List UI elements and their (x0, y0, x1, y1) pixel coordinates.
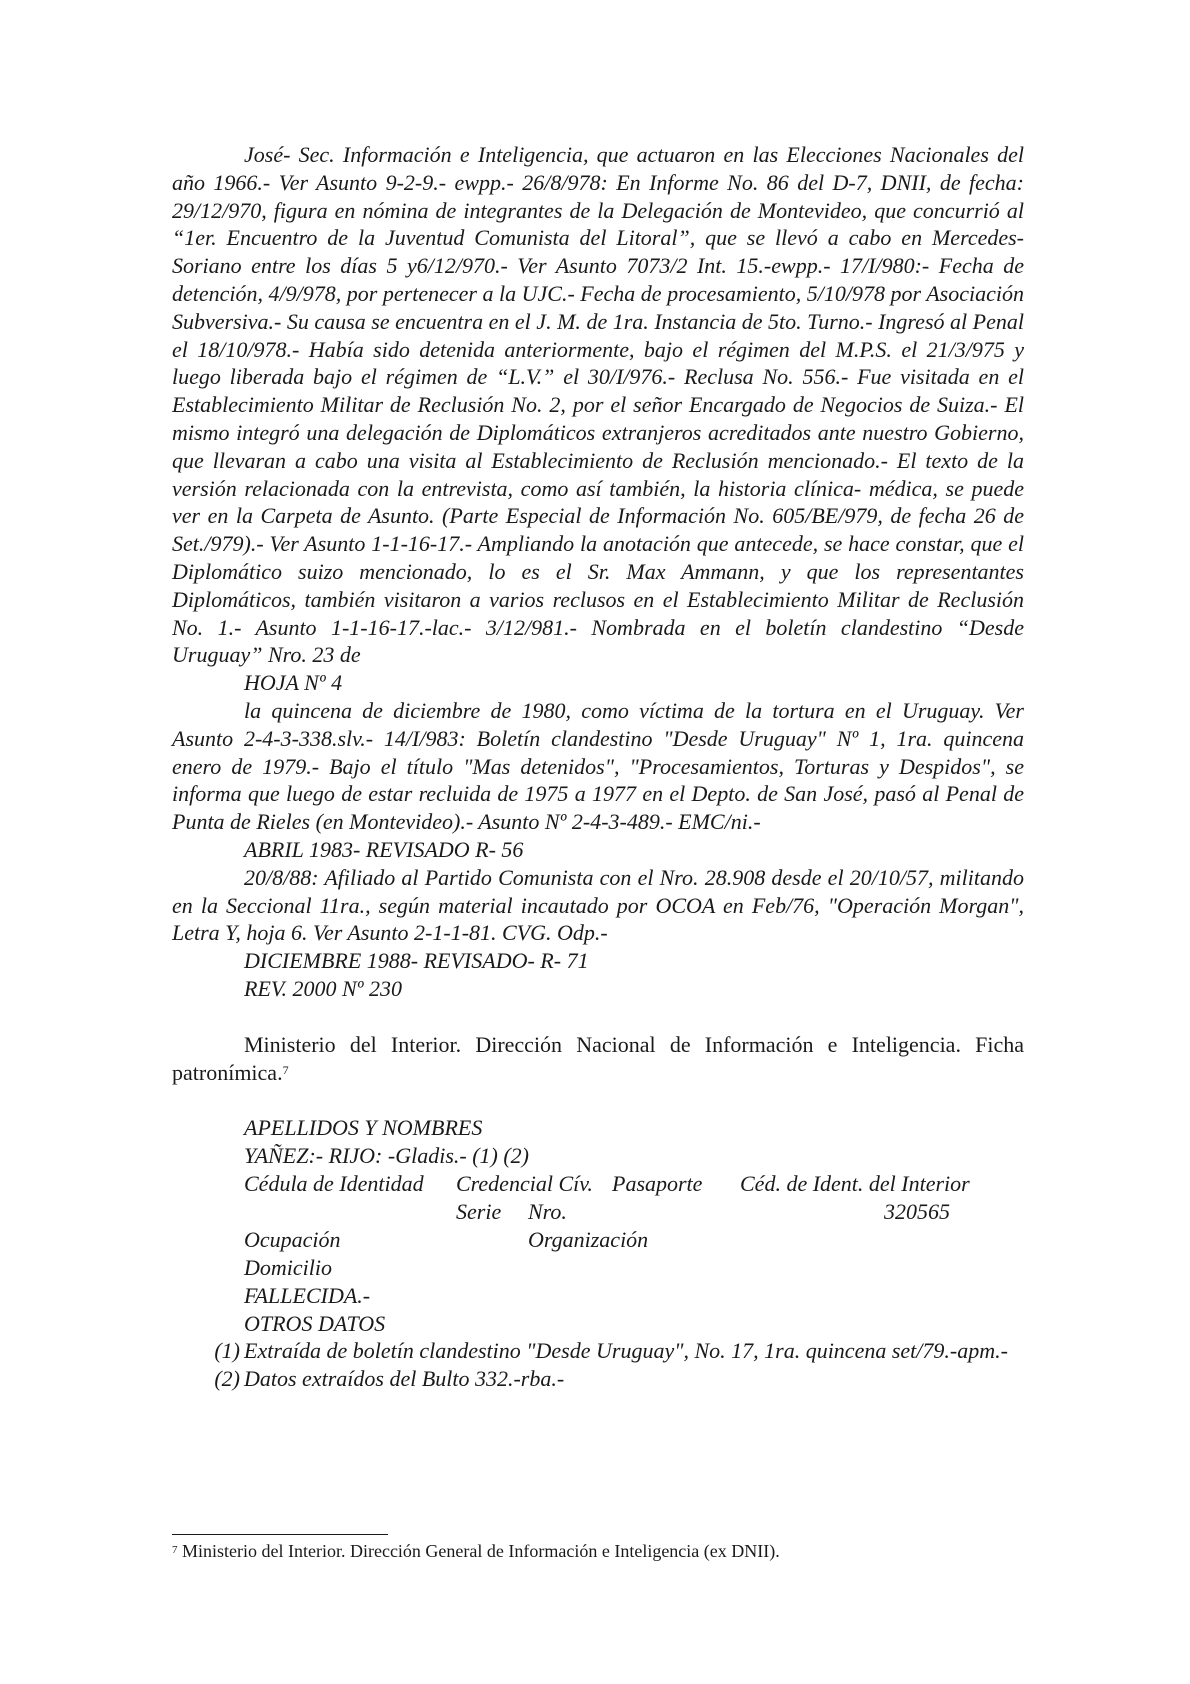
document-body (172, 141, 1024, 1393)
record-form (172, 1114, 1024, 1337)
spacer (172, 1003, 1024, 1031)
section-heading-text: Ministerio del Interior. Dirección Nacional de Información e Inteligencia. Ficha patronímica. (172, 1031, 1024, 1085)
sheet-number: HOJA Nº 4 (244, 670, 343, 696)
note-text: Datos extraídos del Bulto 332.-rba.- (244, 1366, 565, 1392)
revision-note: DICIEMBRE 1988- REVISADO- R- 71 (244, 948, 589, 974)
surname-name-label: APELLIDOS Y NOMBRES (244, 1115, 483, 1141)
passport-label: Pasaporte (612, 1171, 703, 1197)
address-label: Domicilio (244, 1255, 332, 1281)
section-heading (172, 1031, 1024, 1087)
revision-note: ABRIL 1983- REVISADO R- 56 (244, 836, 524, 862)
name-value: YAÑEZ:- RIJO: -Gladis.- (1) (2) (244, 1143, 530, 1169)
note-text: Extraída de boletín clandestino "Desde Uruguay", No. 17, 1ra. quincena set/79.-apm.- (244, 1338, 1008, 1364)
body-paragraph: 20/8/88: Afiliado al Partido Comunista con el Nro. 28.908 desde el 20/10/57, militando en la Seccional 11ra., según material incautado por OCOA en Feb/76, "Operación Morgan", Letra Y, hoja 6. Ver Asunto 2-1-1-81. CVG. Odp.- (172, 864, 1024, 946)
body-paragraph: la quincena de diciembre de 1980, como víctima de la tortura en el Uruguay. Ver Asunto 2-4-3-338.slv.- 14/I/983: Boletín clandestino "Desde Uruguay" Nº 1, 1ra. quincena enero de 1979.- Bajo el título "Mas detenidos", "Procesamientos, Torturas y Despidos", se informa que luego de estar recluida de 1975 a 1977 en el Depto. de San José, pasó al Penal de Punta de Rieles (en Montevideo).- Asunto Nº 2-4-3-489.- EMC/ni.- (172, 697, 1024, 835)
footnote-number: 7 (172, 1544, 178, 1556)
record-note (172, 1365, 1024, 1393)
organization-label: Organización (528, 1227, 649, 1253)
spacer (172, 1086, 1024, 1114)
interior-id-label: Céd. de Ident. del Interior (740, 1171, 970, 1197)
civic-credential-label: Credencial Cív. (456, 1171, 593, 1197)
revision-note: REV. 2000 Nº 230 (244, 975, 402, 1001)
footnote-reference: 7 (282, 1062, 289, 1077)
body-paragraph: José- Sec. Información e Inteligencia, que actuaron en las Elecciones Nacionales del año 1966.- Ver Asunto 9-2-9.- ewpp.- 26/8/978: En Informe No. 86 del D-7, DNII, de fecha: 29/12/970, figura en nómina de integrantes de la Delegación de Montevideo, que concurrió al “1er. Encuentro de la Juventud Comunista del Litoral”, que se llevó a cabo en Mercedes-Soriano entre los días 5 y6/12/970.- Ver Asunto 7073/2 Int. 15.-ewpp.- 17/I/980:- Fecha de detención, 4/9/978, por pertenecer a la UJC.- Fecha de procesamiento, 5/10/978 por Asociación Subversiva.- Su causa se encuentra en el J. M. de 1ra. Instancia de 5to. Turno.- Ingresó al Penal el 18/10/978.- Había sido detenida anteriormente, bajo el régimen del M.P.S. el 21/3/975 y luego liberada bajo el régimen de “L.V.” el 30/I/976.- Reclusa No. 556.- Fue visitada en el Establecimiento Militar de Reclusión No. 2, por el señor Encargado de Negocios de Suiza.- El mismo integró una delegación de Diplomáticos extranjeros acreditados ante nuestro Gobierno, que llevaran a cabo una visita al Establecimiento de Reclusión mencionado.- El texto de la versión relacionada con la entrevista, como así también, la historia clínica- médica, se puede ver en la Carpeta de Asunto. (Parte Especial de Información No. 605/BE/979, de fecha 26 de Set./979).- Ver Asunto 1-1-16-17.- Ampliando la anotación que antecede, se hace constar, que el Diplomático suizo mencionado, lo es el Sr. Max Ammann, y que los representantes Diplomáticos, también visitaron a varios reclusos en el Establecimiento Militar de Reclusión No. 1.- Asunto 1-1-16-17.-lac.- 3/12/981.- Nombrada en el boletín clandestino “Desde Uruguay” Nro. 23 de (172, 142, 1024, 668)
footnote-text: Ministerio del Interior. Dirección General de Información e Inteligencia (ex DNII). (182, 1541, 780, 1561)
note-number: (2) (214, 1366, 240, 1392)
number-label: Nro. (528, 1199, 567, 1225)
note-number: (1) (214, 1338, 240, 1364)
other-data-label: OTROS DATOS (244, 1311, 386, 1337)
footnote (172, 1540, 1024, 1562)
series-label: Serie (456, 1199, 502, 1225)
interior-id-value: 320565 (884, 1199, 950, 1225)
record-note (172, 1337, 1024, 1365)
footnote-divider (172, 1534, 388, 1535)
occupation-label: Ocupación (244, 1227, 341, 1253)
id-card-label: Cédula de Identidad (244, 1171, 424, 1197)
status-text: FALLECIDA.- (244, 1283, 371, 1309)
